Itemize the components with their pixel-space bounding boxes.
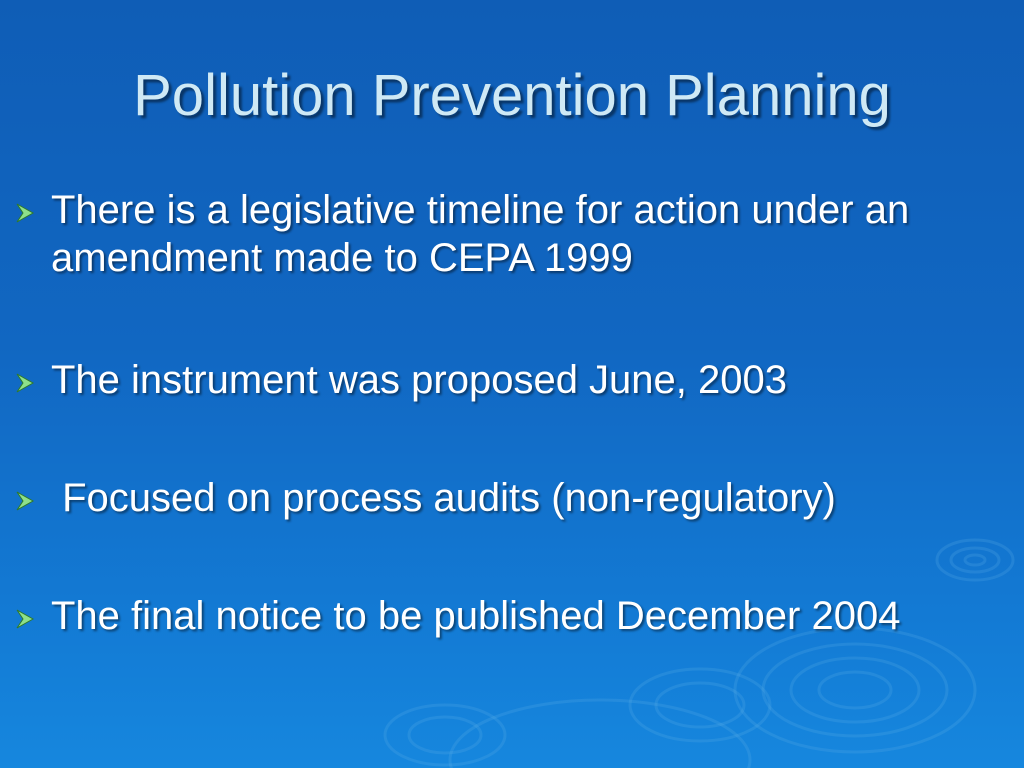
bullet-text: The instrument was proposed June, 2003 xyxy=(51,358,787,402)
bullet-text: Focused on process audits (non-regulatory) xyxy=(51,476,836,520)
bullet-text: The final notice to be published December 2004 xyxy=(51,594,901,638)
arrowhead-bullet-icon xyxy=(14,608,36,630)
arrowhead-bullet-icon xyxy=(14,202,36,224)
bullet-text: There is a legislative timeline for action under an amendment made to CEPA 1999 xyxy=(51,188,921,280)
bullet-item xyxy=(14,356,1018,404)
bullet-item xyxy=(14,474,1018,522)
arrowhead-bullet-icon xyxy=(14,490,36,512)
slide-title: Pollution Prevention Planning xyxy=(133,63,891,128)
arrowhead-bullet-icon xyxy=(14,372,36,394)
bullet-item xyxy=(14,186,1018,282)
bullet-item xyxy=(14,592,1018,640)
bullet-list xyxy=(14,186,1018,640)
